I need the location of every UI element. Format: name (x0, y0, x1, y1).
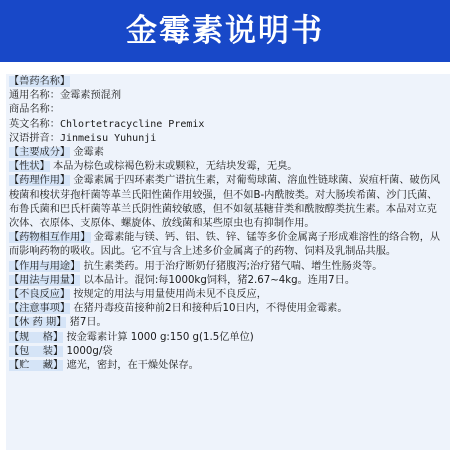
interaction-section (9, 231, 447, 259)
adverse-section (9, 288, 447, 302)
interaction-label: 【药物相互作用】 (9, 232, 91, 244)
generic-name-row (9, 89, 447, 103)
dosage-section (9, 274, 447, 288)
storage-value: 遮光，密封，在干燥处保存。 (66, 360, 199, 372)
package-label: 【包 装】 (9, 345, 64, 357)
instruction-body (9, 75, 447, 373)
notice-section (9, 302, 447, 316)
generic-name-value: 金霉素预混剂 (59, 90, 122, 102)
ingredient-label: 【主要成分】 (9, 147, 71, 159)
pinyin-row (9, 132, 447, 146)
pharmacology-value: 金霉素属于四环素类广谱抗生素，对葡萄球菌、溶血性链球菌、炭疽杆菌、破伤风梭菌和梭状芽孢杆菌等革兰氏阳性菌作用较强，但不如B-内酰胺类。对大肠埃希菌、沙门氏菌、布鲁氏菌和巴氏杆菌等革兰氏阴性菌较敏感，但不如氨基糖苷类和酰胺醇类抗生素。本品对立克次体、衣原体、支原体、螺旋体、放线菌和某些原虫也有抑制作用。 (9, 175, 441, 230)
adverse-value: 按规定的用法与用量使用尚未见不良反应， (73, 289, 267, 301)
withdrawal-label: 【休 药 期】 (9, 317, 67, 329)
english-name-label: 英文名称： (9, 118, 60, 130)
vet-name-heading-row (9, 75, 447, 89)
storage-label: 【贮 藏】 (9, 360, 64, 372)
package-row (9, 345, 447, 359)
usage-section (9, 260, 447, 274)
notice-value: 在猪丹毒疫苗接种前2日和接种后10日内，不得使用金霉素。 (73, 303, 348, 315)
title-banner (0, 0, 450, 62)
pharmacology-section (9, 174, 447, 231)
english-name-value: Chlortetracycline Premix (59, 118, 205, 130)
interaction-value: 金霉素能与镁、钙、铝、铁、锌、锰等多价金属离子形成难溶性的络合物，从而影响药物的吸收。因此。它不宜与含上述多价金属离子的药物、饲料及乳制品共服。 (9, 232, 441, 258)
vet-name-heading: 【兽药名称】 (9, 76, 71, 87)
usage-value: 抗生素类药。用于治疗断奶仔猪腹泻;治疗猪气喘、增生性肠炎等。 (83, 260, 383, 272)
trade-name-label: 商品名称： (9, 104, 60, 116)
property-row (9, 160, 447, 174)
pinyin-value: Jinmeisu Yuhunji (59, 132, 157, 144)
usage-label: 【作用与用途】 (9, 260, 81, 272)
english-name-row (9, 118, 447, 132)
storage-row (9, 359, 447, 373)
property-label: 【性状】 (9, 161, 50, 173)
spec-value: 按金霉素计算 1000 g:150 g(1.5亿单位) (66, 331, 254, 343)
spec-label: 【规 格】 (9, 331, 64, 343)
package-value: 1000g/袋 (66, 345, 113, 357)
dosage-label: 【用法与用量】 (9, 274, 81, 286)
adverse-label: 【不良反应】 (9, 289, 71, 301)
dosage-value: 以本品计。混饲:每1000kg饲料，猪2.67~4kg。连用7日。 (83, 274, 356, 286)
pinyin-label: 汉语拼音： (9, 132, 60, 144)
ingredient-value: 金霉素 (73, 147, 104, 159)
withdrawal-row (9, 316, 447, 330)
spec-row (9, 331, 447, 345)
ingredient-row (9, 146, 447, 160)
property-value: 本品为棕色或棕褐色粉末或颗粒，无结块发霉，无臭。 (53, 161, 298, 173)
trade-name-row (9, 103, 447, 117)
notice-label: 【注意事项】 (9, 303, 71, 315)
withdrawal-value: 猪7日。 (69, 317, 107, 329)
generic-name-label: 通用名称： (9, 90, 60, 102)
page-title: 金霉素说明书 (126, 13, 324, 49)
pharmacology-label: 【药理作用】 (9, 175, 71, 187)
